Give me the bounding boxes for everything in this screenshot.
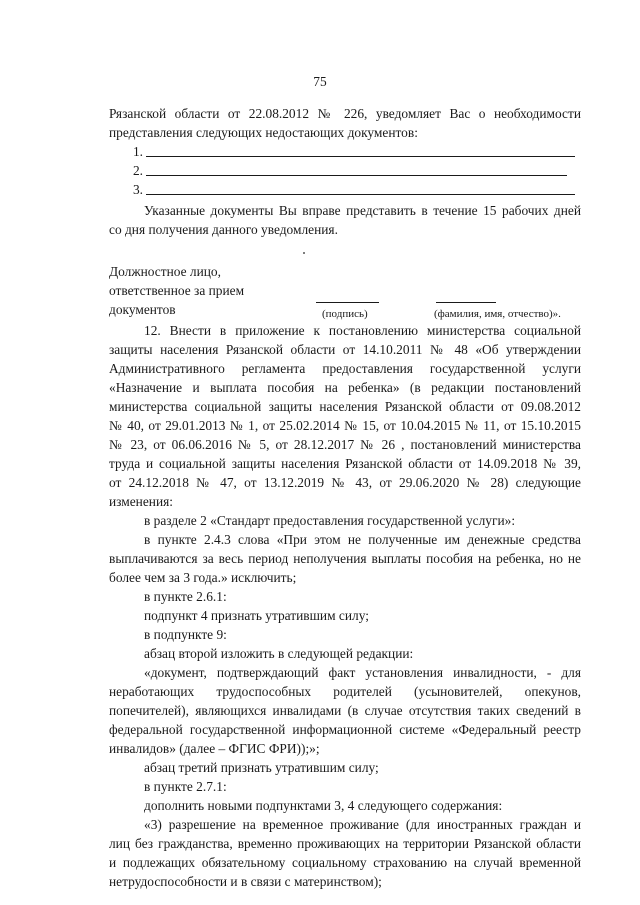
body-line-30: нетрудоспособности и в связи с материнством); [109, 874, 382, 889]
body-line-27: «3) разрешение на временное проживание (для иностранных граждан и [144, 817, 581, 832]
blank-line [146, 156, 575, 157]
body-line-9: от 24.12.2018 № 47, от 13.12.2019 № 43, от 29.06.2020 № 28) следующие [109, 475, 581, 490]
body-line-11: в разделе 2 «Стандарт предоставления государственной услуги»: [144, 513, 516, 528]
item-number: 3. [132, 182, 143, 197]
deadline-paragraph [109, 201, 581, 239]
body-line-8: труда и социальной защиты населения Рязанской области от 14.09.2018 № 39, [109, 456, 581, 471]
body-line-24: абзац третий признать утратившим силу; [144, 760, 379, 775]
item-number: 2. [132, 163, 143, 178]
body-line-26: дополнить новыми подпунктами 3, 4 следующего содержания: [144, 798, 503, 813]
body-line-3: Административного регламента предоставления государственной услуги [109, 361, 581, 376]
body-line-5: министерства социальной защиты населения Рязанской области от 09.08.2012 [109, 399, 581, 414]
missing-doc-item-1 [109, 142, 581, 161]
official-line-1: Должностное лицо, [109, 264, 221, 279]
signature-underline [316, 302, 379, 303]
body-line-6: № 40, от 29.01.2013 № 1, от 25.02.2014 № 15, от 10.04.2015 № 11, от 15.10.2015 [109, 418, 581, 433]
notice-paragraph [109, 104, 581, 199]
body-line-29: и подлежащих обязательному социальному страхованию на случай временной [109, 855, 581, 870]
body-line-17: в подпункте 9: [144, 627, 227, 642]
body-line-28: лиц без гражданства, временно проживающих на территории Рязанской области [109, 836, 581, 851]
body-line-18: абзац второй изложить в следующей редакции: [144, 646, 414, 661]
amendment-section [109, 321, 581, 891]
notice-line-2: представления следующих недостающих документов: [109, 125, 418, 140]
deadline-line-2: со дня получения данного уведомления. [109, 222, 338, 237]
body-line-14: более чем за 3 года.» исключить; [109, 570, 297, 585]
body-line-12: в пункте 2.4.3 слова «При этом не полученные им денежные средства [144, 532, 581, 547]
body-line-10: изменения: [109, 494, 174, 509]
official-line-2: ответственное за прием [109, 283, 245, 298]
body-line-20: неработающих трудоспособных родителей (усыновителей, опекунов, [109, 684, 581, 699]
body-line-2: защиты населения Рязанской области от 14.10.2011 № 48 «Об утверждении [109, 342, 581, 357]
body-line-1: 12. Внести в приложение к постановлению министерства социальной [144, 323, 581, 338]
scan-speck [303, 252, 305, 254]
name-caption: (фамилия, имя, отчество)». [434, 308, 561, 320]
official-line-3: документов [109, 302, 176, 317]
blank-line [146, 194, 575, 195]
body-line-23: инвалидов» (далее – ФГИС ФРИ));»; [109, 741, 320, 756]
signature-caption: (подпись) [322, 308, 368, 320]
body-line-19: «документ, подтверждающий факт установления инвалидности, - для [144, 665, 581, 680]
missing-doc-item-3 [109, 180, 581, 199]
body-line-16: подпункт 4 признать утратившим силу; [144, 608, 369, 623]
body-line-4: «Назначение и выплата пособия на ребенка» (в редакции постановлений [109, 380, 581, 395]
body-line-13: выплачиваются за весь период неполучения выплаты пособия на ребенка, но не [109, 551, 581, 566]
notice-line-1: Рязанской области от 22.08.2012 № 226, уведомляет Вас о необходимости [109, 106, 581, 121]
deadline-line-1: Указанные документы Вы вправе представить в течение 15 рабочих дней [144, 203, 581, 218]
body-line-22: федеральной государственной информационной системе «Федеральный реестр [109, 722, 581, 737]
item-number: 1. [132, 144, 143, 159]
blank-line [146, 175, 567, 176]
name-underline [436, 302, 496, 303]
missing-doc-item-2 [109, 161, 581, 180]
page-number: 75 [313, 74, 327, 89]
body-line-15: в пункте 2.6.1: [144, 589, 227, 604]
body-line-7: № 23, от 06.06.2016 № 5, от 28.12.2017 № 26 , постановлений министерства [109, 437, 581, 452]
body-line-21: попечителей), являющихся инвалидами (в случае отсутствия таких сведений в [109, 703, 581, 718]
body-line-25: в пункте 2.7.1: [144, 779, 227, 794]
